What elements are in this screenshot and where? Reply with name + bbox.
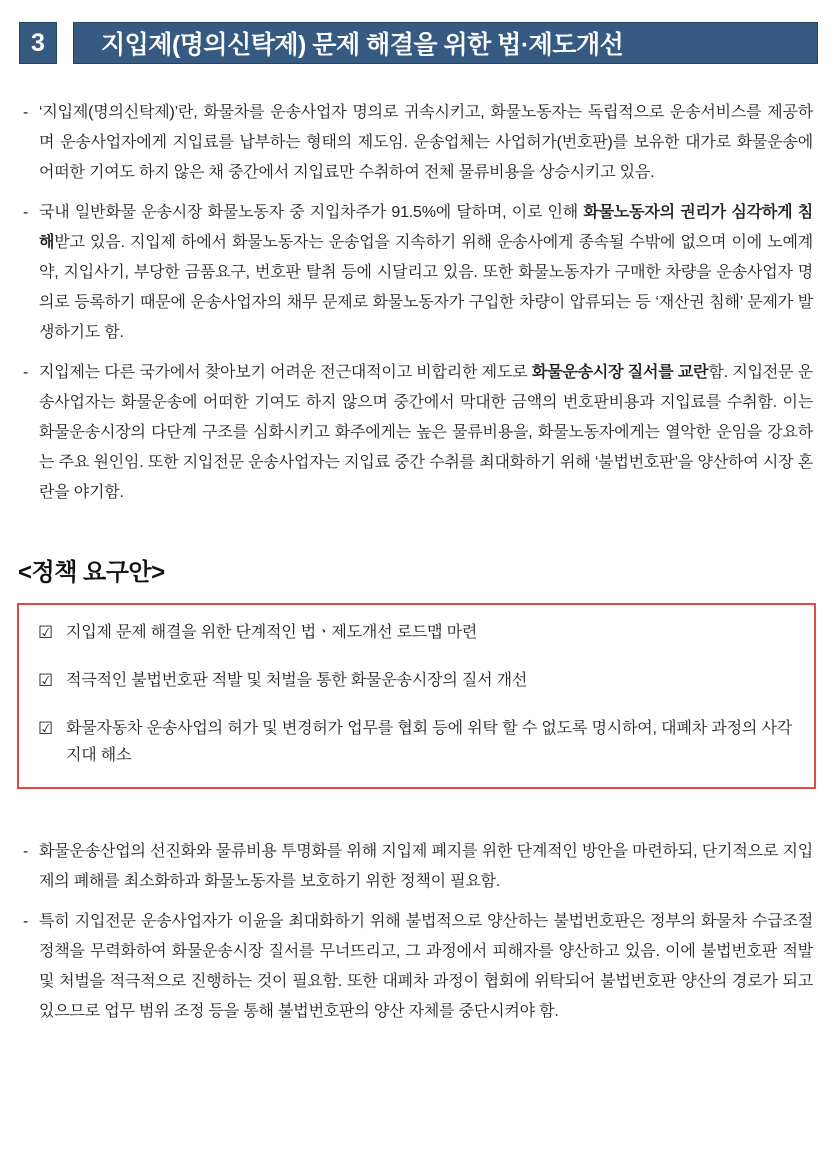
policy-item-license-delegation — [38, 715, 792, 769]
paragraph-text: 국내 일반화물 운송시장 화물노동자 중 지입차주가 91.5%에 달하며, 이로 인해 — [39, 204, 584, 221]
paragraph-text: 특히 지입전문 운송사업자가 이윤을 최대화하기 위해 불법적으로 양산하는 불법번호판은 정부의 화물차 수급조절 정책을 무력화하여 화물운송시장 질서를 무너뜨리고, 그 과정에서 피해자를 양산하고 있음. 이에 불법번호판 적발 및 처벌을 적극적으로 진행하는 것이 필요함. 또한 대폐차 과정이 협회에 위탁되어 불법번호판 양산의 경로가 되고 있으므로 업무 범위 조정 등을 통해 불법번호판의 양산 자체를 중단시켜야 함. — [39, 913, 813, 1020]
policy-demands-heading: <정책 요구안> — [18, 559, 165, 586]
dash-bullet: - — [23, 104, 29, 121]
section-number-box — [19, 22, 57, 64]
intro-paragraphs — [20, 98, 813, 508]
checked-checkbox-icon: ☑ — [38, 719, 54, 738]
paragraph-text: 함. 지입전문 운송사업자는 화물운송에 어떠한 기여도 하지 않으며 중간에서 막대한 금액의 번호판비용과 지입료를 수취함. 이는 화물운송시장의 다단계 구조를 심화시키고 화주에게는 높은 물류비용을, 화물노동자에게는 열악한 운임을 강요하는 주요 원인임. 또한 지입전문 운송사업자는 지입료 중간 수취를 최대화하기 위해 ‘불법번호판’을 양산하여 시장 혼란을 야기함. — [39, 364, 813, 501]
document-page — [0, 22, 835, 1174]
paragraph-text-bold: 화물운송시장 질서를 교란 — [531, 364, 709, 381]
checked-checkbox-icon: ☑ — [38, 623, 54, 642]
policy-item-text: 화물자동차 운송사업의 허가 및 변경허가 업무를 협회 등에 위탁 할 수 없도록 명시하여, 대폐차 과정의 사각지대 해소 — [66, 720, 792, 764]
section-number: 3 — [31, 28, 45, 57]
dash-bullet: - — [23, 204, 29, 221]
policy-item-text: 지입제 문제 해결을 위한 단계적인 법ㆍ제도개선 로드맵 마련 — [66, 624, 478, 641]
paragraph-market-disruption — [20, 358, 813, 508]
policy-item-roadmap — [38, 619, 792, 646]
policy-item-illegal-plates — [38, 667, 792, 694]
dash-bullet: - — [23, 913, 29, 930]
dash-bullet: - — [23, 364, 29, 381]
closing-paragraphs — [20, 837, 813, 1027]
paragraph-rights-violation — [20, 198, 813, 348]
paragraph-text: 받고 있음. 지입제 하에서 화물노동자는 운송업을 지속하기 위해 운송사에게 종속될 수밖에 없으며 이에 노예계약, 지입사기, 부당한 금품요구, 번호판 탈취 등에 시달리고 있음. 또한 화물노동자가 구매한 차량을 운송사업자 명의로 등록하기 때문에 운송사업자의 채무 문제로 화물노동자가 구입한 차량이 압류되는 등 ‘재산권 침해’ 문제가 발생하기도 함. — [39, 234, 813, 341]
paragraph-plate-crackdown — [20, 907, 813, 1027]
paragraph-text: 화물운송산업의 선진화와 물류비용 투명화를 위해 지입제 폐지를 위한 단계적인 방안을 마련하되, 단기적으로 지입제의 폐해를 최소화하과 화물노동자를 보호하기 위한 정책이 필요함. — [39, 843, 813, 890]
paragraph-phaseout-plan — [20, 837, 813, 897]
dash-bullet: - — [23, 843, 29, 860]
section-header — [19, 22, 818, 64]
policy-demands-box — [17, 603, 816, 789]
paragraph-text-bold: 화물노동자의 권리가 심각하게 침해 — [39, 204, 813, 251]
checked-checkbox-icon: ☑ — [38, 671, 54, 690]
section-title: 지입제(명의신탁제) 문제 해결을 위한 법·제도개선 — [101, 31, 624, 59]
paragraph-jiipje-definition — [20, 98, 813, 188]
paragraph-text: 지입제는 다른 국가에서 찾아보기 어려운 전근대적이고 비합리한 제도로 — [39, 364, 532, 381]
section-title-bar — [73, 22, 818, 64]
paragraph-text: ‘지입제(명의신탁제)’란, 화물차를 운송사업자 명의로 귀속시키고, 화물노동자는 독립적으로 운송서비스를 제공하며 운송사업자에게 지입료를 납부하는 형태의 제도임. 운송업체는 사업허가(번호판)를 보유한 대가로 화물운송에 어떠한 기여도 하지 않은 채 중간에서 지입료만 수취하여 전체 물류비용을 상승시키고 있음. — [39, 104, 813, 181]
policy-item-text: 적극적인 불법번호판 적발 및 처벌을 통한 화물운송시장의 질서 개선 — [66, 672, 528, 689]
